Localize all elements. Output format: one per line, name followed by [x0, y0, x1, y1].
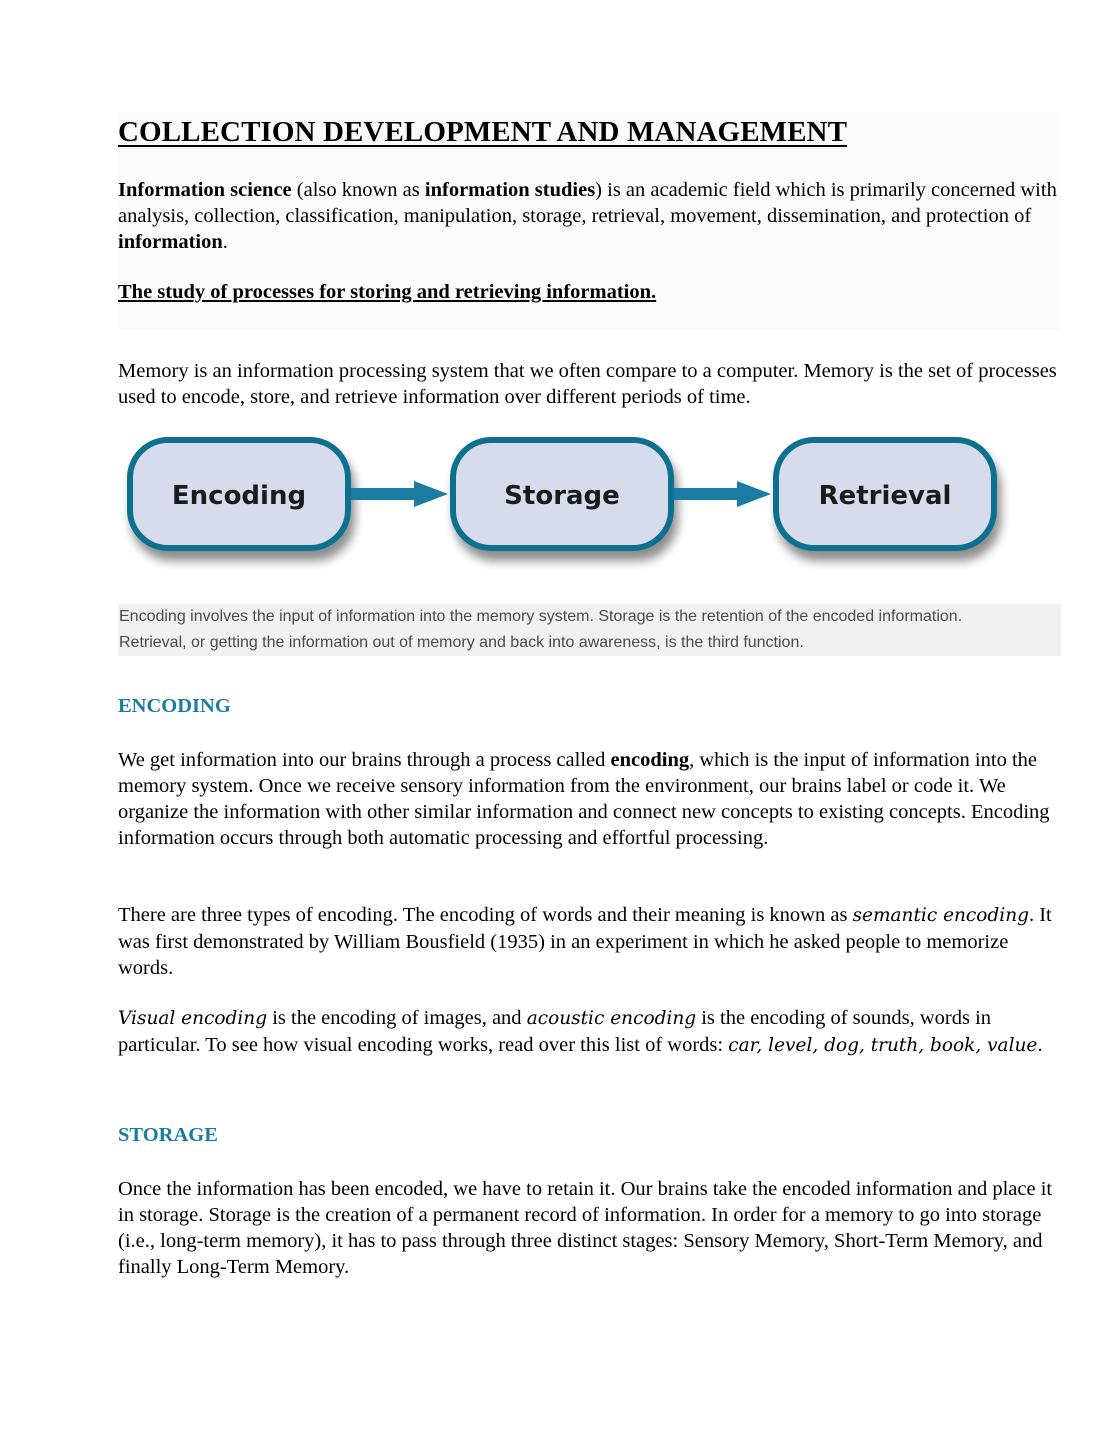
diagram-caption [118, 604, 1061, 656]
memory-process-diagram [118, 428, 1061, 588]
intro-paragraph: Information science (also known as information studies) is an academic field which is primarily concerned with analysis, collection, classification, manipulation, storage, retrieval, movement, dissemination, and protection of information. [118, 179, 1057, 253]
caption-line-2: Retrieval, or getting the information out of memory and back into awareness, is the third function. [119, 634, 804, 651]
caption-line-1: Encoding involves the input of information into the memory system. Storage is the retention of the encoded information. [119, 608, 963, 625]
encoding-paragraph-2: There are three types of encoding. The encoding of words and their meaning is known as semantic encoding. It was first demonstrated by William Bousfield (1935) in an experiment in which he asked people to memorize words. [118, 904, 1052, 979]
term-information-science: Information science [118, 179, 292, 201]
word-list: car, level, dog, truth, book, value [728, 1035, 1038, 1056]
arrow-encoding-to-storage [351, 481, 448, 507]
term-visual-encoding: Visual encoding [118, 1008, 268, 1029]
storage-paragraph: Once the information has been encoded, we have to retain it. Our brains take the encoded information and place it in storage. Storage is the creation of a permanent record of information. In order for a memory to go into storage (i.e., long-term memory), it has to pass through three distinct stages: Sensory Memory, Short-Term Memory, and finally Long-Term Memory. [118, 1178, 1053, 1278]
term-information-studies: information studies [424, 179, 596, 201]
storage-heading: STORAGE [118, 1124, 218, 1146]
memory-paragraph: Memory is an information processing system that we often compare to a computer. Memory is the set of processes used to encode, store, and retrieve information over different periods of time. [118, 360, 1057, 408]
term-semantic-encoding: semantic encoding [852, 905, 1029, 926]
term-encoding: encoding [610, 749, 690, 771]
stage-label-encoding: Encoding [171, 481, 307, 511]
arrow-storage-to-retrieval [674, 481, 771, 507]
encoding-paragraph-1: We get information into our brains through a process called encoding, which is the input of information into the memory system. Once we receive sensory information from the environment, our brains label or code it. We organize the information with other similar information and connect new concepts to existing concepts. Encoding information occurs through both automatic processing and effortful processing. [118, 749, 1050, 849]
term-information: information [118, 231, 223, 253]
stage-label-storage: Storage [504, 481, 620, 511]
term-acoustic-encoding: acoustic encoding [526, 1008, 697, 1029]
page-title: COLLECTION DEVELOPMENT AND MANAGEMENT [118, 116, 848, 148]
encoding-heading: ENCODING [118, 695, 231, 717]
stage-label-retrieval: Retrieval [818, 481, 952, 511]
study-subheading: The study of processes for storing and retrieving information. [118, 281, 657, 303]
encoding-paragraph-3: Visual encoding is the encoding of images, and acoustic encoding is the encoding of sounds, words in particular. To see how visual encoding works, read over this list of words: car, level, dog, truth, book, value. [118, 1007, 1043, 1056]
